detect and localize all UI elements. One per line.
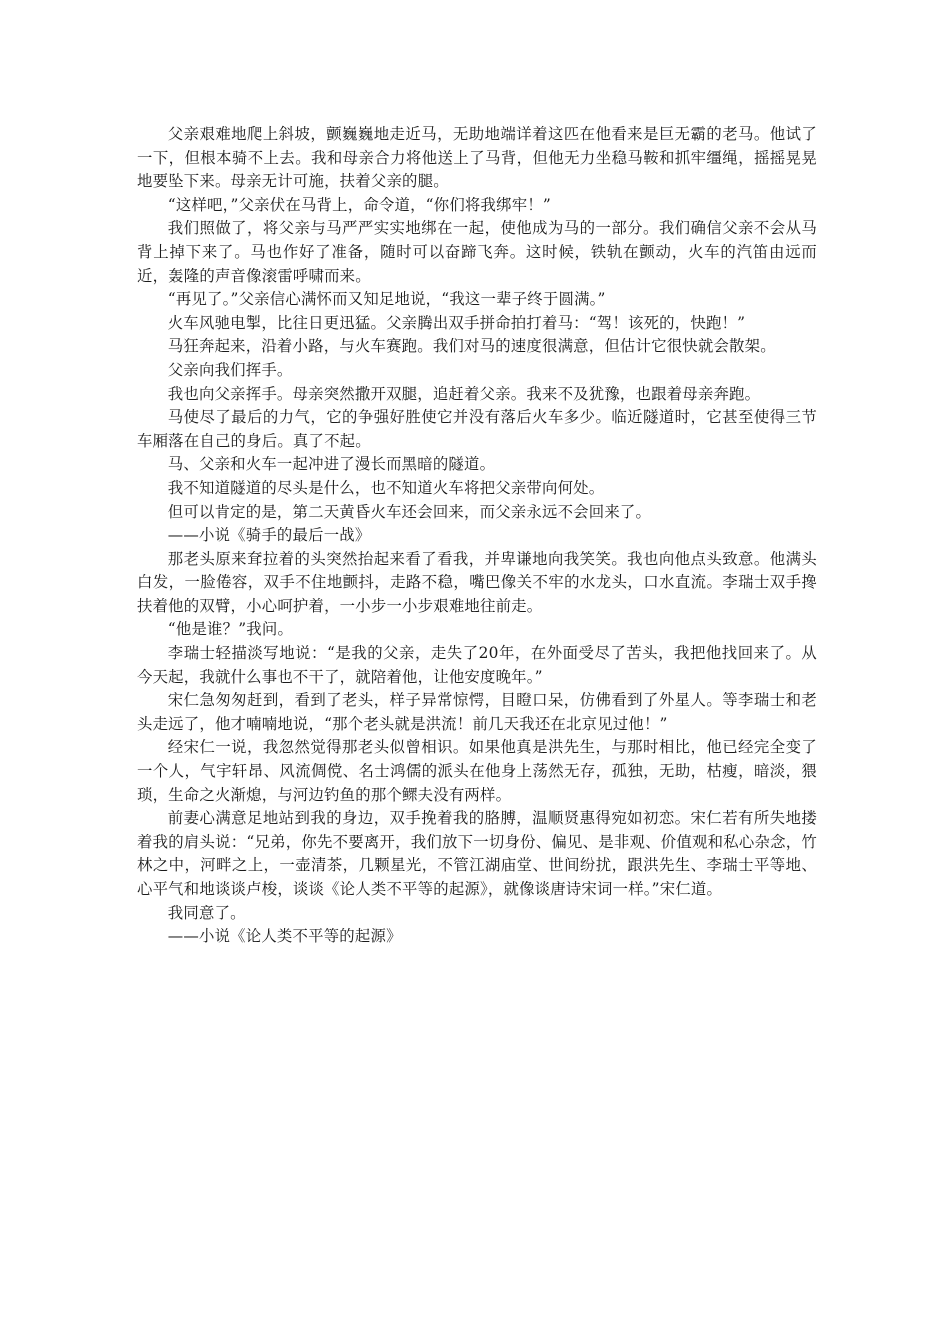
source-attribution: ——小说《骑手的最后一战》 [167,526,371,545]
paragraph: 火车风驰电掣，比往日更迅猛。父亲腾出双手拼命拍打着马：“驾！该死的，快跑！” [167,313,746,332]
paragraph: 马、父亲和火车一起冲进了漫长而黑暗的隧道。 [167,455,496,474]
paragraph: 父亲向我们挥手。 [167,360,293,379]
paragraph: 父亲艰难地爬上斜坡，颤巍巍地走近马，无助地端详着这匹在他看来是巨无霸的老马。他试了一下，但根本骑不上去。我和母亲合力将他送上了马背，但他无力坐稳马鞍和抓牢缰绳，摇摇晃晃地要坠下来。母亲无计可施，扶着父亲的腿。 [137,125,817,191]
paragraph: 我们照做了，将父亲与马严严实实地绑在一起，使他成为马的一部分。我们确信父亲不会从马背上掉下来了。马也作好了准备，随时可以奋蹄飞奔。这时候，铁轨在颤动，火车的汽笛由远而近，轰隆的声音像滚雷呼啸而来。 [137,219,817,285]
paragraph: “再见了。”父亲信心满怀而又知足地说，“我这一辈子终于圆满。” [167,290,606,309]
paragraph: 我也向父亲挥手。母亲突然撒开双腿，追赶着父亲。我来不及犹豫，也跟着母亲奔跑。 [167,384,761,403]
paragraph: 马使尽了最后的力气，它的争强好胜使它并没有落后火车多少。临近隧道时，它甚至使得三节车厢落在自己的身后。真了不起。 [137,408,817,450]
paragraph: 宋仁急匆匆赶到，看到了老头，样子异常惊愕，目瞪口呆，仿佛看到了外星人。等李瑞士和老头走远了，他才喃喃地说，“那个老头就是洪流！前几天我还在北京见过他！” [137,691,817,733]
paragraph: 我同意了。 [167,903,246,922]
paragraph: 那老头原来耷拉着的头突然抬起来看了看我，并卑谦地向我笑笑。我也向他点头致意。他满头白发，一脸倦容，双手不住地颤抖，走路不稳，嘴巴像关不牢的水龙头，口水直流。李瑞士双手搀扶着他的双臂，小心呵护着，一小步一小步艰难地往前走。 [137,549,817,615]
document-body [137,123,817,949]
paragraph: 经宋仁一说，我忽然觉得那老头似曾相识。如果他真是洪先生，与那时相比，他已经完全变了一个人，气宇轩昂、风流倜傥、名士鸿儒的派头在他身上荡然无存，孤独，无助，枯瘦，暗淡，猥琐，生命之火渐熄，与河边钓鱼的那个鳏夫没有两样。 [137,738,817,804]
paragraph: 马狂奔起来，沿着小路，与火车赛跑。我们对马的速度很满意，但估计它很快就会散架。 [167,337,776,356]
paragraph: “他是谁？”我问。 [167,620,294,639]
paragraph: “这样吧，”父亲伏在马背上，命令道，“你们将我绑牢！” [167,195,551,214]
paragraph: 前妻心满意足地站到我的身边，双手挽着我的胳膊，温顺贤惠得宛如初恋。宋仁若有所失地搂着我的肩头说：“兄弟，你先不要离开，我们放下一切身份、偏见、是非观、价值观和私心杂念，竹林之中，河畔之上，一壶清茶，几颗星光，不管江湖庙堂、世间纷扰，跟洪先生、李瑞士平等地、心平气和地谈谈卢梭，谈谈《论人类不平等的起源》，就像谈唐诗宋词一样。”宋仁道。 [137,809,817,898]
paragraph: 但可以肯定的是，第二天黄昏火车还会回来，而父亲永远不会回来了。 [167,502,652,521]
paragraph: 李瑞士轻描淡写地说：“是我的父亲，走失了20年，在外面受尽了苦头，我把他找回来了。从今天起，我就什么事也不干了，就陪着他，让他安度晚年。” [137,644,817,686]
paragraph: 我不知道隧道的尽头是什么，也不知道火车将把父亲带向何处。 [167,478,605,497]
source-attribution: ——小说《论人类不平等的起源》 [167,927,402,946]
